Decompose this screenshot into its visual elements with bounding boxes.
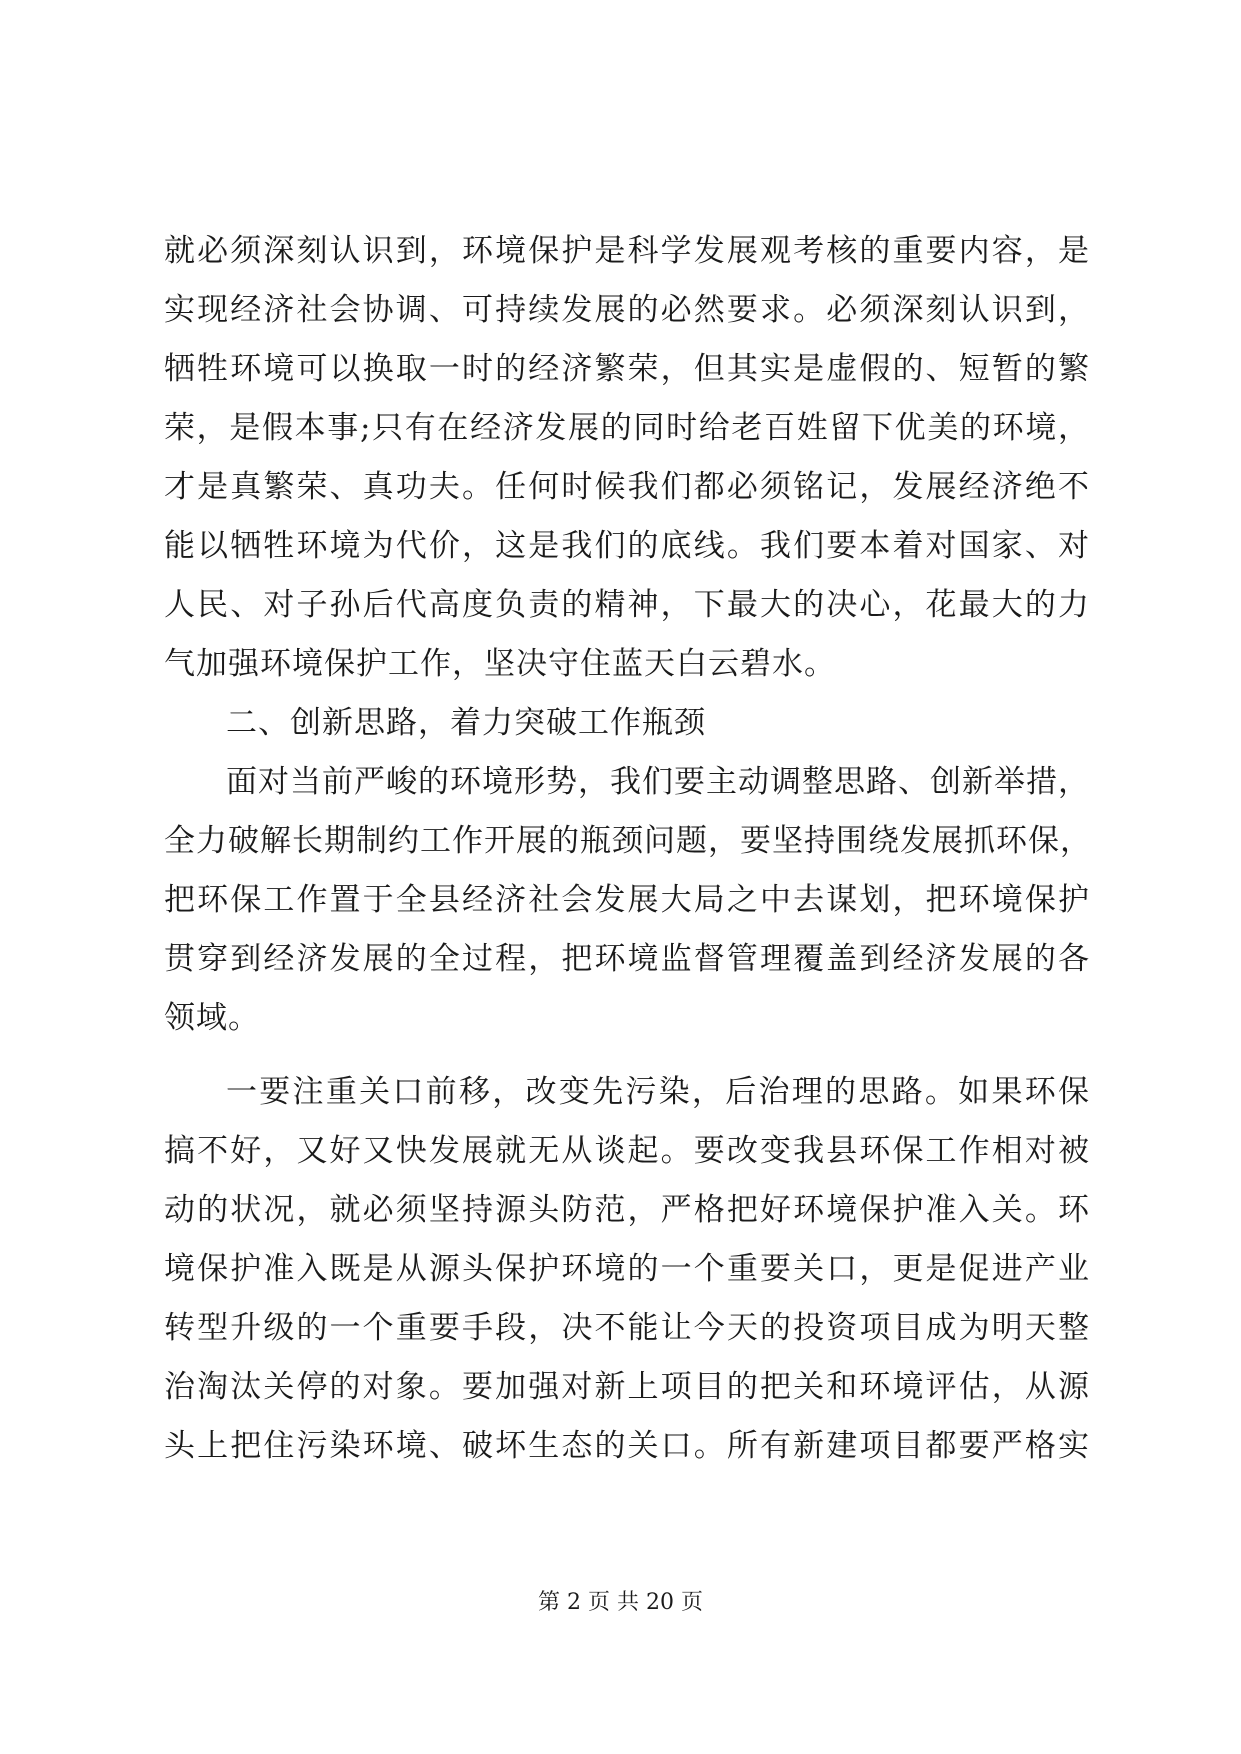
- text-line: 人民、对子孙后代高度负责的精神，下最大的决心，花最大的力: [164, 587, 1090, 623]
- text-line: 治淘汰关停的对象。要加强对新上项目的把关和环境评估，从源: [164, 1369, 1090, 1405]
- text-line: 头上把住污染环境、破坏生态的关口。所有新建项目都要严格实: [164, 1428, 1090, 1464]
- section-heading: 二、创新思路，着力突破工作瓶颈: [226, 705, 706, 741]
- text-line: 才是真繁荣、真功夫。任何时候我们都必须铭记，发展经济绝不: [164, 469, 1090, 505]
- text-line: 实现经济社会协调、可持续发展的必然要求。必须深刻认识到，: [164, 292, 1090, 328]
- text-line: 境保护准入既是从源头保护环境的一个重要关口，更是促进产业: [164, 1251, 1090, 1287]
- text-line: 就必须深刻认识到，环境保护是科学发展观考核的重要内容，是: [164, 233, 1090, 269]
- text-line: 贯穿到经济发展的全过程，把环境监督管理覆盖到经济发展的各: [164, 941, 1090, 977]
- text-line: 领域。: [164, 1000, 260, 1036]
- text-line: 动的状况，就必须坚持源头防范，严格把好环境保护准入关。环: [164, 1192, 1090, 1228]
- page-number-footer: 第 2 页 共 20 页: [538, 1590, 703, 1615]
- text-line: 能以牺牲环境为代价，这是我们的底线。我们要本着对国家、对: [164, 528, 1090, 564]
- text-line: 气加强环境保护工作，坚决守住蓝天白云碧水。: [164, 646, 836, 682]
- text-line: 转型升级的一个重要手段，决不能让今天的投资项目成为明天整: [164, 1310, 1090, 1346]
- text-line: 全力破解长期制约工作开展的瓶颈问题，要坚持围绕发展抓环保，: [164, 823, 1092, 859]
- document-body: [164, 222, 1090, 1476]
- text-line: 把环保工作置于全县经济社会发展大局之中去谋划，把环境保护: [164, 882, 1090, 918]
- text-line: 搞不好，又好又快发展就无从谈起。要改变我县环保工作相对被: [164, 1133, 1090, 1169]
- text-line: 牺牲环境可以换取一时的经济繁荣，但其实是虚假的、短暂的繁: [164, 351, 1090, 387]
- text-line: 一要注重关口前移，改变先污染，后治理的思路。如果环保: [226, 1074, 1090, 1110]
- text-line: 荣，是假本事;只有在经济发展的同时给老百姓留下优美的环境，: [164, 410, 1090, 446]
- text-line: 面对当前严峻的环境形势，我们要主动调整思路、创新举措，: [226, 764, 1090, 800]
